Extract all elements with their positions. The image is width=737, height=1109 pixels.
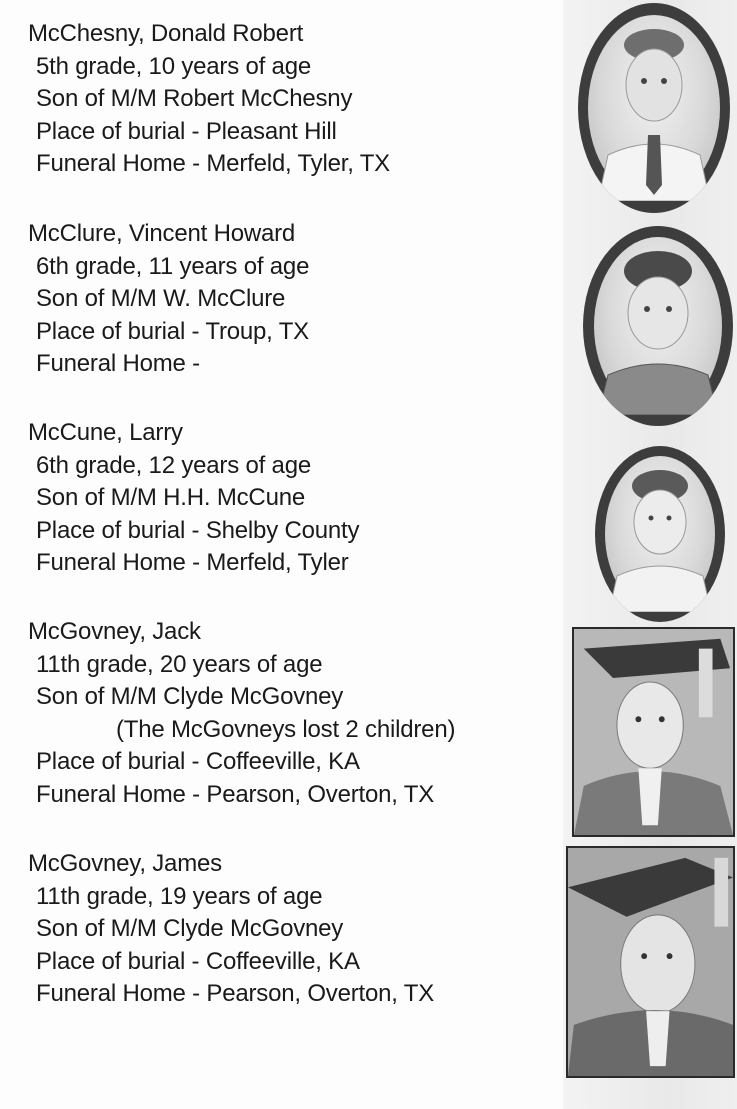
student-name: McGovney, James [28, 850, 222, 877]
portrait-photo [583, 226, 733, 426]
graduation-portrait-photo [566, 846, 735, 1078]
memorial-entry [28, 616, 455, 811]
funeral-home: Funeral Home - [36, 350, 200, 377]
student-name: McChesny, Donald Robert [28, 20, 304, 47]
funeral-home: Funeral Home - Merfeld, Tyler, TX [36, 150, 390, 177]
parents: Son of M/M W. McClure [36, 285, 286, 312]
parents: Son of M/M Clyde McGovney [36, 915, 344, 942]
memorial-entry [28, 417, 359, 580]
memorial-entry [28, 848, 434, 1011]
parents: Son of M/M Robert McChesny [36, 85, 353, 112]
place-of-burial: Place of burial - Coffeeville, KA [36, 947, 360, 975]
grade-age: 11th grade, 20 years of age [36, 650, 323, 678]
student-name: McCune, Larry [28, 419, 183, 446]
funeral-home: Funeral Home - Pearson, Overton, TX [36, 780, 435, 808]
grade-age: 6th grade, 12 years of age [36, 451, 311, 479]
graduate-portrait-icon [574, 629, 733, 835]
place-of-burial: Place of burial - Troup, TX [36, 317, 309, 345]
boy-portrait-icon [605, 456, 715, 612]
grade-age: 11th grade, 19 years of age [36, 882, 323, 910]
grade-age: 5th grade, 10 years of age [36, 52, 311, 80]
graduation-portrait-photo [572, 627, 735, 837]
student-name: McClure, Vincent Howard [28, 220, 296, 247]
parents: Son of M/M H.H. McCune [36, 484, 306, 511]
place-of-burial: Place of burial - Coffeeville, KA [36, 748, 360, 775]
place-of-burial: Place of burial - Shelby County [36, 516, 360, 544]
place-of-burial: Place of burial - Pleasant Hill [36, 117, 337, 145]
boy-portrait-icon [594, 237, 722, 415]
portrait-photo [595, 446, 725, 622]
funeral-home: Funeral Home - Merfeld, Tyler [36, 549, 349, 576]
portrait-photo-image [605, 456, 715, 612]
portrait-photo [578, 3, 730, 213]
family-note: (The McGovneys lost 2 children) [116, 715, 456, 743]
boy-portrait-icon [588, 15, 720, 201]
memorial-entry [28, 18, 390, 181]
portrait-photo-image [594, 237, 722, 415]
student-name: McGovney, Jack [28, 618, 201, 645]
memorial-entry [28, 218, 309, 381]
graduate-portrait-icon [568, 848, 733, 1076]
parents: Son of M/M Clyde McGovney [36, 683, 344, 710]
portrait-photo-image [588, 15, 720, 201]
funeral-home: Funeral Home - Pearson, Overton, TX [36, 980, 435, 1007]
grade-age: 6th grade, 11 years of age [36, 252, 310, 280]
